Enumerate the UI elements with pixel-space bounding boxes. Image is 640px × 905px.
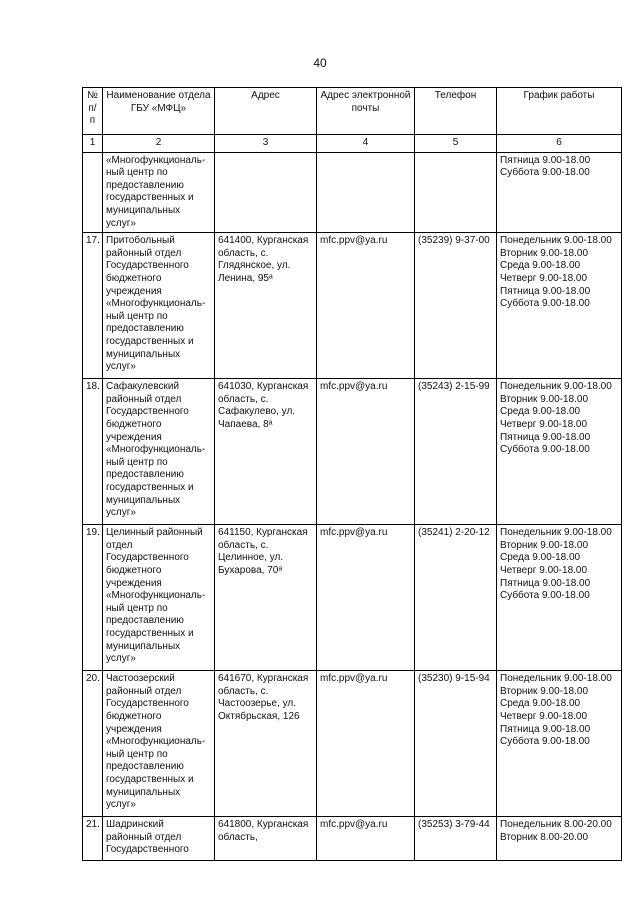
office-name: Притобольный районный отдел Государственного бюджетного учреждения «Многофункциональ-ный центр по предоставлению государственных и муниципальных услуг» xyxy=(103,233,215,379)
office-name: Целинный районный отдел Государственного бюджетного учреждения «Многофункциональ-ный центр по предоставлению государственных и муниципальных услуг» xyxy=(103,525,215,671)
schedule-line: Понедельник 8.00-20.00 xyxy=(500,819,612,831)
office-schedule xyxy=(497,525,622,671)
office-email[interactable]: mfc.ppv@ya.ru xyxy=(317,379,415,525)
office-name: «Многофункциональ-ный центр по предоставлению государственных и муниципальных услуг» xyxy=(103,152,215,233)
schedule-line: Четверг 9.00-18.00 xyxy=(500,564,588,576)
table-row xyxy=(83,671,622,817)
schedule-line: Понедельник 9.00-18.00 xyxy=(500,235,612,247)
office-phone: (35241) 2-20-12 xyxy=(415,525,497,671)
office-phone: (35253) 3-79-44 xyxy=(415,817,497,861)
schedule-line: Понедельник 9.00-18.00 xyxy=(500,381,612,393)
schedule-line: Суббота 9.00-18.00 xyxy=(500,167,590,179)
column-number: 6 xyxy=(497,135,622,153)
office-schedule xyxy=(497,817,622,861)
office-schedule xyxy=(497,233,622,379)
schedule-line: Пятница 9.00-18.00 xyxy=(500,723,591,735)
schedule-line: Вторник 9.00-18.00 xyxy=(500,685,589,697)
header-cell: График работы xyxy=(497,88,622,135)
office-phone: (35230) 9-15-94 xyxy=(415,671,497,817)
office-address: 641670, Курганская область, с. Частоозерье, ул. Октябрьская, 126 xyxy=(215,671,317,817)
header-cell: Телефон xyxy=(415,88,497,135)
table-row xyxy=(83,817,622,861)
office-phone: (35239) 9-37-00 xyxy=(415,233,497,379)
office-name: Шадринский районный отдел Государственного xyxy=(103,817,215,861)
table-row xyxy=(83,525,622,671)
schedule-line: Четверг 9.00-18.00 xyxy=(500,418,588,430)
row-number: 19. xyxy=(83,525,103,671)
office-address: 641030, Курганская область, с. Сафакулево, ул. Чапаева, 8ᵃ xyxy=(215,379,317,525)
schedule-line: Четверг 9.00-18.00 xyxy=(500,710,588,722)
schedule-line: Вторник 9.00-18.00 xyxy=(500,393,589,405)
schedule-line: Вторник 8.00-20.00 xyxy=(500,831,589,843)
schedule-line: Понедельник 9.00-18.00 xyxy=(500,673,612,685)
office-schedule xyxy=(497,671,622,817)
schedule-line: Суббота 9.00-18.00 xyxy=(500,298,590,310)
column-number: 3 xyxy=(215,135,317,153)
schedule-line: Четверг 9.00-18.00 xyxy=(500,272,588,284)
column-number: 4 xyxy=(317,135,415,153)
schedule-line: Пятница 9.00-18.00 xyxy=(500,285,591,297)
header-cell: Наименование отдела ГБУ «МФЦ» xyxy=(103,88,215,135)
header-cell: № п/п xyxy=(83,88,103,135)
row-number: 20. xyxy=(83,671,103,817)
mfc-offices-table xyxy=(82,87,622,861)
column-number: 2 xyxy=(103,135,215,153)
office-phone: (35243) 2-15-99 xyxy=(415,379,497,525)
table-row xyxy=(83,233,622,379)
office-phone xyxy=(415,152,497,233)
office-address: 641400, Курганская область, с. Глядянское, ул. Ленина, 95ᵃ xyxy=(215,233,317,379)
schedule-line: Понедельник 9.00-18.00 xyxy=(500,527,612,539)
table-header-row xyxy=(83,88,622,135)
schedule-line: Среда 9.00-18.00 xyxy=(500,552,581,564)
column-number: 5 xyxy=(415,135,497,153)
office-name: Сафакулевский районный отдел Государственного бюджетного учреждения «Многофункциональ-ный центр по предоставлению государственных и муниципальных услуг» xyxy=(103,379,215,525)
office-email[interactable]: mfc.ppv@ya.ru xyxy=(317,233,415,379)
office-email[interactable] xyxy=(317,152,415,233)
office-address: 641800, Курганская область, xyxy=(215,817,317,861)
schedule-line: Вторник 9.00-18.00 xyxy=(500,539,589,551)
office-email[interactable]: mfc.ppv@ya.ru xyxy=(317,525,415,671)
row-number: 17. xyxy=(83,233,103,379)
table-row xyxy=(83,152,622,233)
schedule-line: Пятница 9.00-18.00 xyxy=(500,577,591,589)
schedule-line: Пятница 9.00-18.00 xyxy=(500,154,591,166)
schedule-line: Суббота 9.00-18.00 xyxy=(500,444,590,456)
schedule-line: Среда 9.00-18.00 xyxy=(500,406,581,418)
table-row xyxy=(83,379,622,525)
header-cell: Адрес электронной почты xyxy=(317,88,415,135)
schedule-line: Пятница 9.00-18.00 xyxy=(500,431,591,443)
office-schedule xyxy=(497,152,622,233)
schedule-line: Среда 9.00-18.00 xyxy=(500,260,581,272)
schedule-line: Суббота 9.00-18.00 xyxy=(500,590,590,602)
schedule-line: Вторник 9.00-18.00 xyxy=(500,247,589,259)
page-number: 40 xyxy=(313,56,327,70)
column-number-row xyxy=(83,135,622,153)
office-address xyxy=(215,152,317,233)
office-email[interactable]: mfc.ppv@ya.ru xyxy=(317,671,415,817)
row-number xyxy=(83,152,103,233)
office-email[interactable]: mfc.ppv@ya.ru xyxy=(317,817,415,861)
row-number: 18. xyxy=(83,379,103,525)
office-name: Частоозерский районный отдел Государственного бюджетного учреждения «Многофункциональ-ный центр по предоставлению государственных и муниципальных услуг» xyxy=(103,671,215,817)
row-number: 21. xyxy=(83,817,103,861)
schedule-line: Среда 9.00-18.00 xyxy=(500,698,581,710)
schedule-line: Суббота 9.00-18.00 xyxy=(500,736,590,748)
header-cell: Адрес xyxy=(215,88,317,135)
office-address: 641150, Курганская область, с. Целинное, ул. Бухарова, 70ᵃ xyxy=(215,525,317,671)
column-number: 1 xyxy=(83,135,103,153)
office-schedule xyxy=(497,379,622,525)
